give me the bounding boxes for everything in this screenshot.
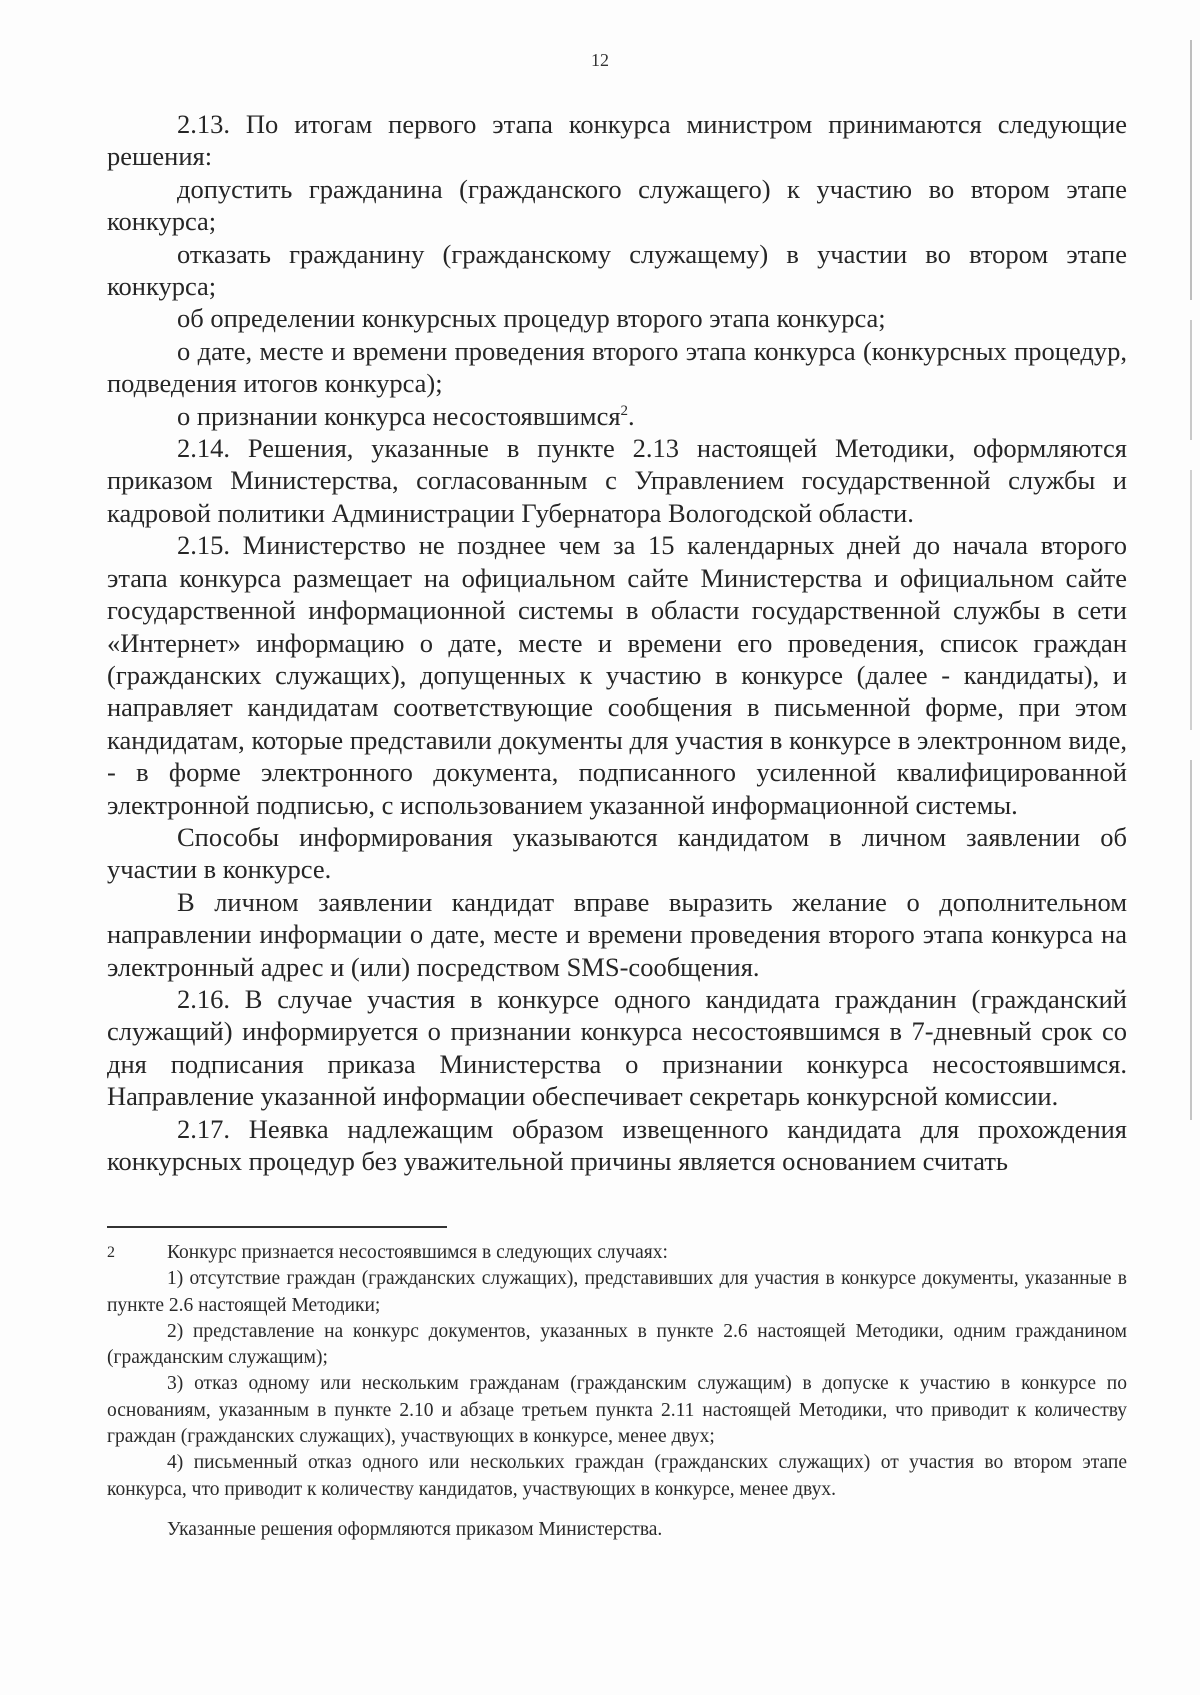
footnote-reference: 2 — [620, 402, 629, 419]
paragraph-2-13: 2.13. По итогам первого этапа конкурса министром принимаются следующие решения: — [107, 109, 1127, 172]
decision-admit: допустить гражданина (гражданского служащего) к участию во втором этапе конкурса; — [107, 173, 1127, 237]
page-number: 12 — [591, 50, 609, 70]
scan-edge-artifact — [1190, 760, 1192, 1120]
paragraph-2-17: 2.17. Неявка надлежащим образом извещенного кандидата для прохождения конкурсных процедур без уважительной причины является основанием считать — [107, 1113, 1127, 1176]
main-text — [107, 108, 1127, 1177]
decision-failed — [107, 400, 1127, 432]
decision-date-place: о дате, месте и времени проведения второго этапа конкурса (конкурсных процедур, подведения итогов конкурса); — [107, 335, 1127, 399]
footnote-intro — [107, 1240, 1127, 1266]
footnote-intro-text: Конкурс признается несостоявшимся в следующих случаях: — [167, 1242, 668, 1263]
decision-procedures: об определении конкурсных процедур второго этапа конкурса; — [177, 303, 886, 334]
decision-failed-text: о признании конкурса несостоявшимся — [177, 400, 621, 431]
paragraph-2-16: 2.16. В случае участия в конкурсе одного кандидата гражданин (гражданский служащий) информируется о признании конкурса несостоявшимся в 7-дневный срок со дня подписания приказа Министерства о признании конкурса несостоявшимся. Направление указанной информации обеспечивает секретарь конкурсной комиссии. — [107, 983, 1127, 1112]
footnote-item: 4) письменный отказ одного или нескольких граждан (гражданских служащих) от участия во втором этапе конкурса, что приводит к количеству кандидатов, участвующих в конкурсе, менее двух. — [107, 1452, 1127, 1500]
footnote-item: 1) отсутствие граждан (гражданских служащих), представивших для участия в конкурсе документы, указанные в пункте 2.6 настоящей Методики; — [107, 1268, 1127, 1316]
scan-edge-artifact — [1190, 40, 1192, 300]
paragraph-2-14: 2.14. Решения, указанные в пункте 2.13 настоящей Методики, оформляются приказом Министерства, согласованным с Управлением государственной службы и кадровой политики Администрации Губернатора Вологодской области. — [107, 433, 1127, 528]
paragraph-informing-methods: Способы информирования указываются кандидатом в личном заявлении об участии в конкурсе. — [107, 821, 1127, 885]
paragraph-2-15: 2.15. Министерство не позднее чем за 15 календарных дней до начала второго этапа конкурса размещает на официальном сайте Министерства и официальном сайте государственной информационной системы в области государственной службы в сети «Интернет» информацию о дате, месте и времени его проведения, список граждан (гражданских служащих), допущенных к участию в конкурсе (далее - кандидаты), и направляет кандидатам соответствующие сообщения в письменной форме, при этом кандидатам, которые представили документы для участия в конкурсе в электронном виде, - в форме электронного документа, подписанного усиленной квалифицированной электронной подписью, с использованием указанной информационной системы. — [107, 530, 1127, 820]
footnote-item: 2) представление на конкурс документов, указанных в пункте 2.6 настоящей Методики, одним гражданином (гражданским служащим); — [107, 1320, 1127, 1369]
footnote-final: Указанные решения оформляются приказом Министерства. — [167, 1518, 663, 1540]
paragraph-personal-statement: В личном заявлении кандидат вправе выразить желание о дополнительном направлении информации о дате, месте и времени проведения второго этапа конкурса на электронный адрес и (или) посредством SMS-сообщения. — [107, 886, 1127, 982]
footnote-divider — [107, 1226, 447, 1228]
scan-edge-artifact — [1190, 320, 1192, 440]
decision-failed-suffix: . — [628, 400, 635, 431]
footnote-marker: 2 — [107, 1244, 115, 1261]
footnote-item: 3) отказ одному или нескольким гражданам (гражданским служащим) в допуске к участию в конкурсе по основаниям, указанным в пункте 2.10 и абзаце третьем пункта 2.11 настоящей Методики, что приводит к количеству граждан (гражданских служащих), участвующих в конкурсе, менее двух; — [107, 1373, 1127, 1448]
decision-refuse: отказать гражданину (гражданскому служащему) в участии во втором этапе конкурса; — [107, 238, 1127, 302]
footnotes — [107, 1240, 1127, 1543]
scan-edge-artifact — [1190, 470, 1192, 730]
